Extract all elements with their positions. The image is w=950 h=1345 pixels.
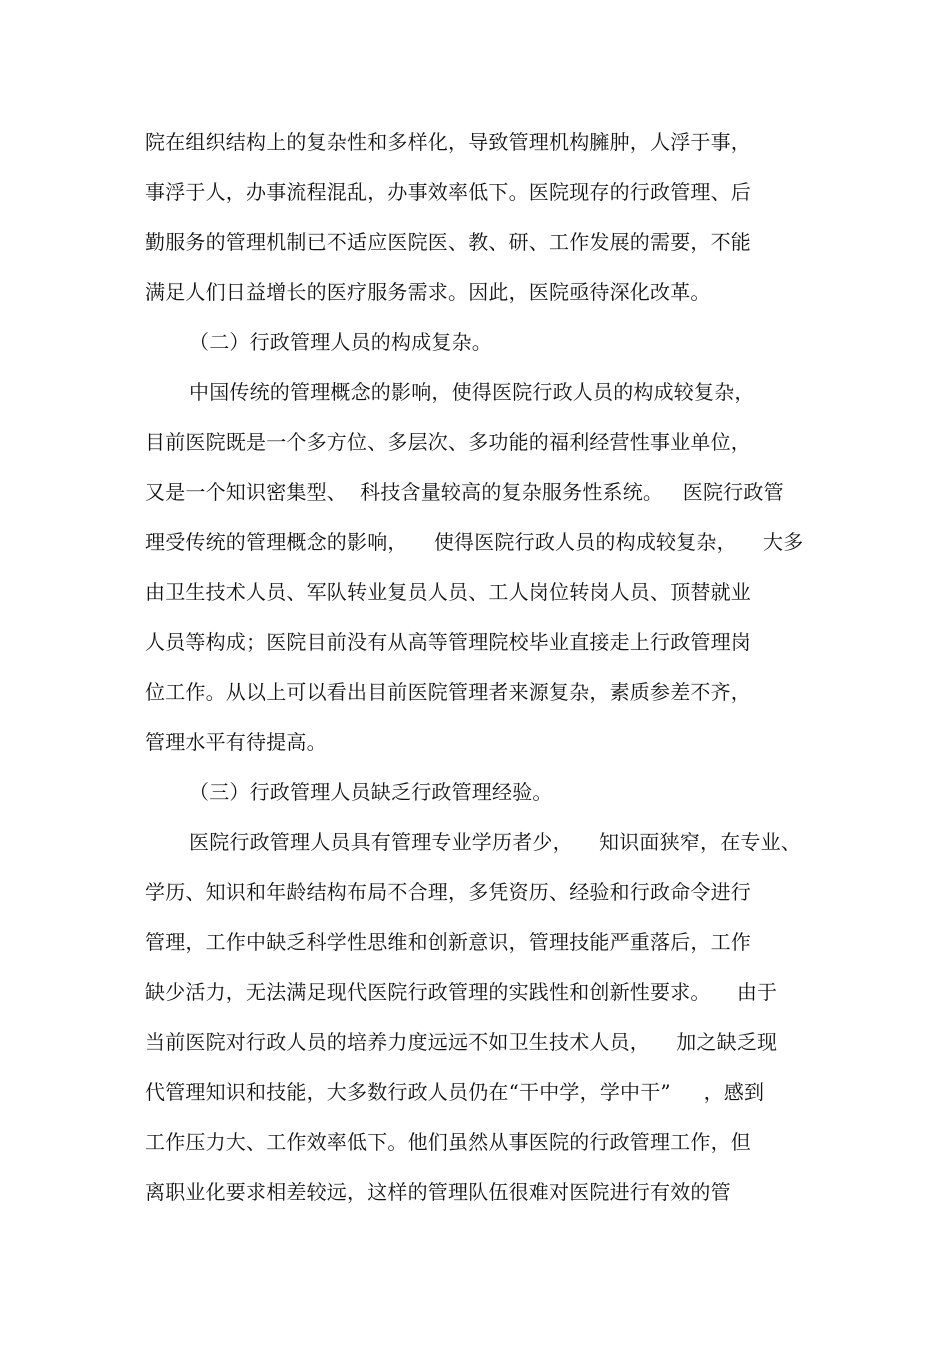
text-line-12: 位工作。从以上可以看出目前医院管理者来源复杂，素质参差不齐， [145, 680, 751, 704]
text-line-16: 学历、知识和年龄结构布局不合理，多凭资历、经验和行政命令进行 [145, 880, 751, 904]
text-line-3: 勤服务的管理机制已不适应医院医、教、研、工作发展的需要，不能 [145, 230, 751, 254]
text-line-10: 由卫生技术人员、军队转业复员人员、工人岗位转岗人员、顶替就业 [145, 580, 751, 604]
text-line-17: 管理，工作中缺乏科学性思维和创新意识，管理技能严重落后，工作 [145, 930, 751, 954]
text-line-19: 当前医院对行政人员的培养力度远远不如卫生技术人员， 加之缺乏现 [145, 1030, 778, 1054]
text-line-9: 理受传统的管理概念的影响， 使得医院行政人员的构成较复杂， 大多 [145, 530, 804, 554]
text-line-8: 又是一个知识密集型、 科技含量较高的复杂服务性系统。 医院行政管 [145, 480, 784, 504]
text-line-22: 离职业化要求相差较远，这样的管理队伍很难对医院进行有效的管 [145, 1180, 731, 1204]
section-heading-2: （二）行政管理人员的构成复杂。 [189, 330, 492, 354]
text-line-11: 人员等构成；医院目前没有从高等管理院校毕业直接走上行政管理岗 [145, 630, 751, 654]
text-line-6: 中国传统的管理概念的影响，使得医院行政人员的构成较复杂， [189, 380, 755, 404]
text-line-20: 代管理知识和技能，大多数行政人员仍在“干中学，学中干” ，感到 [145, 1080, 765, 1104]
text-line-21: 工作压力大、工作效率低下。他们虽然从事医院的行政管理工作，但 [145, 1130, 751, 1154]
text-line-7: 目前医院既是一个多方位、多层次、多功能的福利经营性事业单位， [145, 430, 751, 454]
text-line-1: 院在组织结构上的复杂性和多样化，导致管理机构臃肿，人浮于事， [145, 130, 751, 154]
text-line-15: 医院行政管理人员具有管理专业学历者少， 知识面狭窄，在专业、 [189, 830, 802, 854]
text-line-13: 管理水平有待提高。 [145, 730, 327, 754]
text-line-18: 缺少活力，无法满足现代医院行政管理的实践性和创新性要求。 由于 [145, 980, 778, 1004]
section-heading-3: （三）行政管理人员缺乏行政管理经验。 [189, 780, 553, 804]
text-line-4: 满足人们日益增长的医疗服务需求。因此，医院亟待深化改革。 [145, 280, 711, 304]
text-line-2: 事浮于人，办事流程混乱，办事效率低下。医院现存的行政管理、后 [145, 180, 751, 204]
